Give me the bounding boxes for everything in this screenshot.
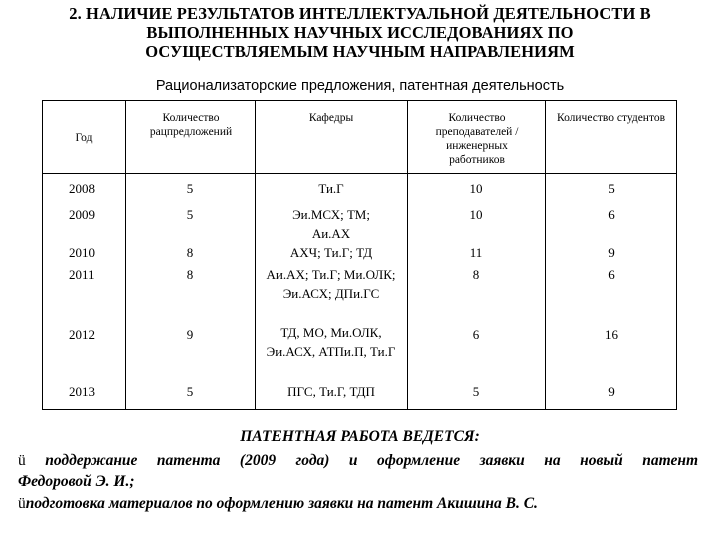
patent-item-1-continuation: Федоровой Э. И.; <box>18 473 135 490</box>
patent-item-2 <box>18 493 698 514</box>
header-year: Год <box>75 132 93 144</box>
table-row-departments: Аи.АХ; Ти.Г; Ми.ОЛК; Эи.АСХ; ДПи.ГС <box>266 267 396 301</box>
table-row-year: 2011 <box>69 267 95 282</box>
table-row-proposals: 5 <box>186 181 194 196</box>
table-row-teachers: 10 <box>469 207 483 222</box>
table-row-students: 6 <box>608 207 615 222</box>
table-row-departments: АХЧ; Ти.Г; ТД <box>289 245 373 260</box>
table-row-year: 2009 <box>69 207 95 222</box>
table-row-students: 5 <box>608 181 615 196</box>
table-row-students: 9 <box>608 245 615 260</box>
table-row-proposals: 8 <box>186 267 194 282</box>
header-students: Количество студентов <box>556 112 666 124</box>
table-row-proposals: 5 <box>186 384 194 399</box>
header-teachers: Количество преподавателей / инженерных работников <box>435 112 519 166</box>
check-mark-icon: ü <box>18 452 26 469</box>
table-row-year: 2008 <box>69 181 95 196</box>
table-header-divider <box>43 173 676 174</box>
table-row-teachers: 5 <box>472 384 480 399</box>
table-row-departments: Эи.МСХ; ТМ; Аи.АХ <box>292 207 370 241</box>
page-title: 2. НАЛИЧИЕ РЕЗУЛЬТАТОВ ИНТЕЛЛЕКТУАЛЬНОЙ ДЕЯТЕЛЬНОСТИ В ВЫПОЛНЕННЫХ НАУЧНЫХ ИССЛЕДОВАНИЯХ ПО ОСУЩЕСТВЛЯЕМЫМ НАУЧНЫМ НАПРАВЛЕНИЯМ <box>69 4 651 61</box>
patent-item-2-text: подготовка материалов по оформлению заявки на патент Акишина В. С. <box>25 495 538 512</box>
check-mark-icon: ü <box>18 495 26 512</box>
patent-section-title: ПАТЕНТНАЯ РАБОТА ВЕДЕТСЯ: <box>240 428 480 445</box>
table-row-proposals: 9 <box>186 327 194 342</box>
header-departments: Кафедры <box>308 112 354 124</box>
table-row-year: 2013 <box>69 384 95 399</box>
page-subtitle: Рационализаторские предложения, патентная деятельность <box>155 78 565 94</box>
table-row-departments: ТД, МО, Ми.ОЛК, Эи.АСХ, АТПи.П, Ти.Г <box>266 325 396 359</box>
table-row-teachers: 6 <box>472 327 480 342</box>
table-row-students: 6 <box>608 267 615 282</box>
table-row-teachers: 11 <box>469 245 483 260</box>
table-row-students: 9 <box>608 384 615 399</box>
patent-item-1-text: поддержание патента (2009 года) и оформление заявки на новый патент <box>45 452 699 469</box>
table-row-proposals: 8 <box>186 245 194 260</box>
patent-item-1 <box>18 450 698 471</box>
results-table <box>42 100 677 410</box>
table-row-teachers: 10 <box>469 181 483 196</box>
table-row-students: 16 <box>605 327 618 342</box>
header-proposals: Количество рацпредложений <box>149 112 233 138</box>
table-row-year: 2010 <box>69 245 95 260</box>
table-row-proposals: 5 <box>186 207 194 222</box>
table-row-departments: ПГС, Ти.Г, ТДП <box>287 384 375 399</box>
table-row-departments: Ти.Г <box>318 181 344 196</box>
table-row-year: 2012 <box>69 327 95 342</box>
table-row-teachers: 8 <box>472 267 480 282</box>
